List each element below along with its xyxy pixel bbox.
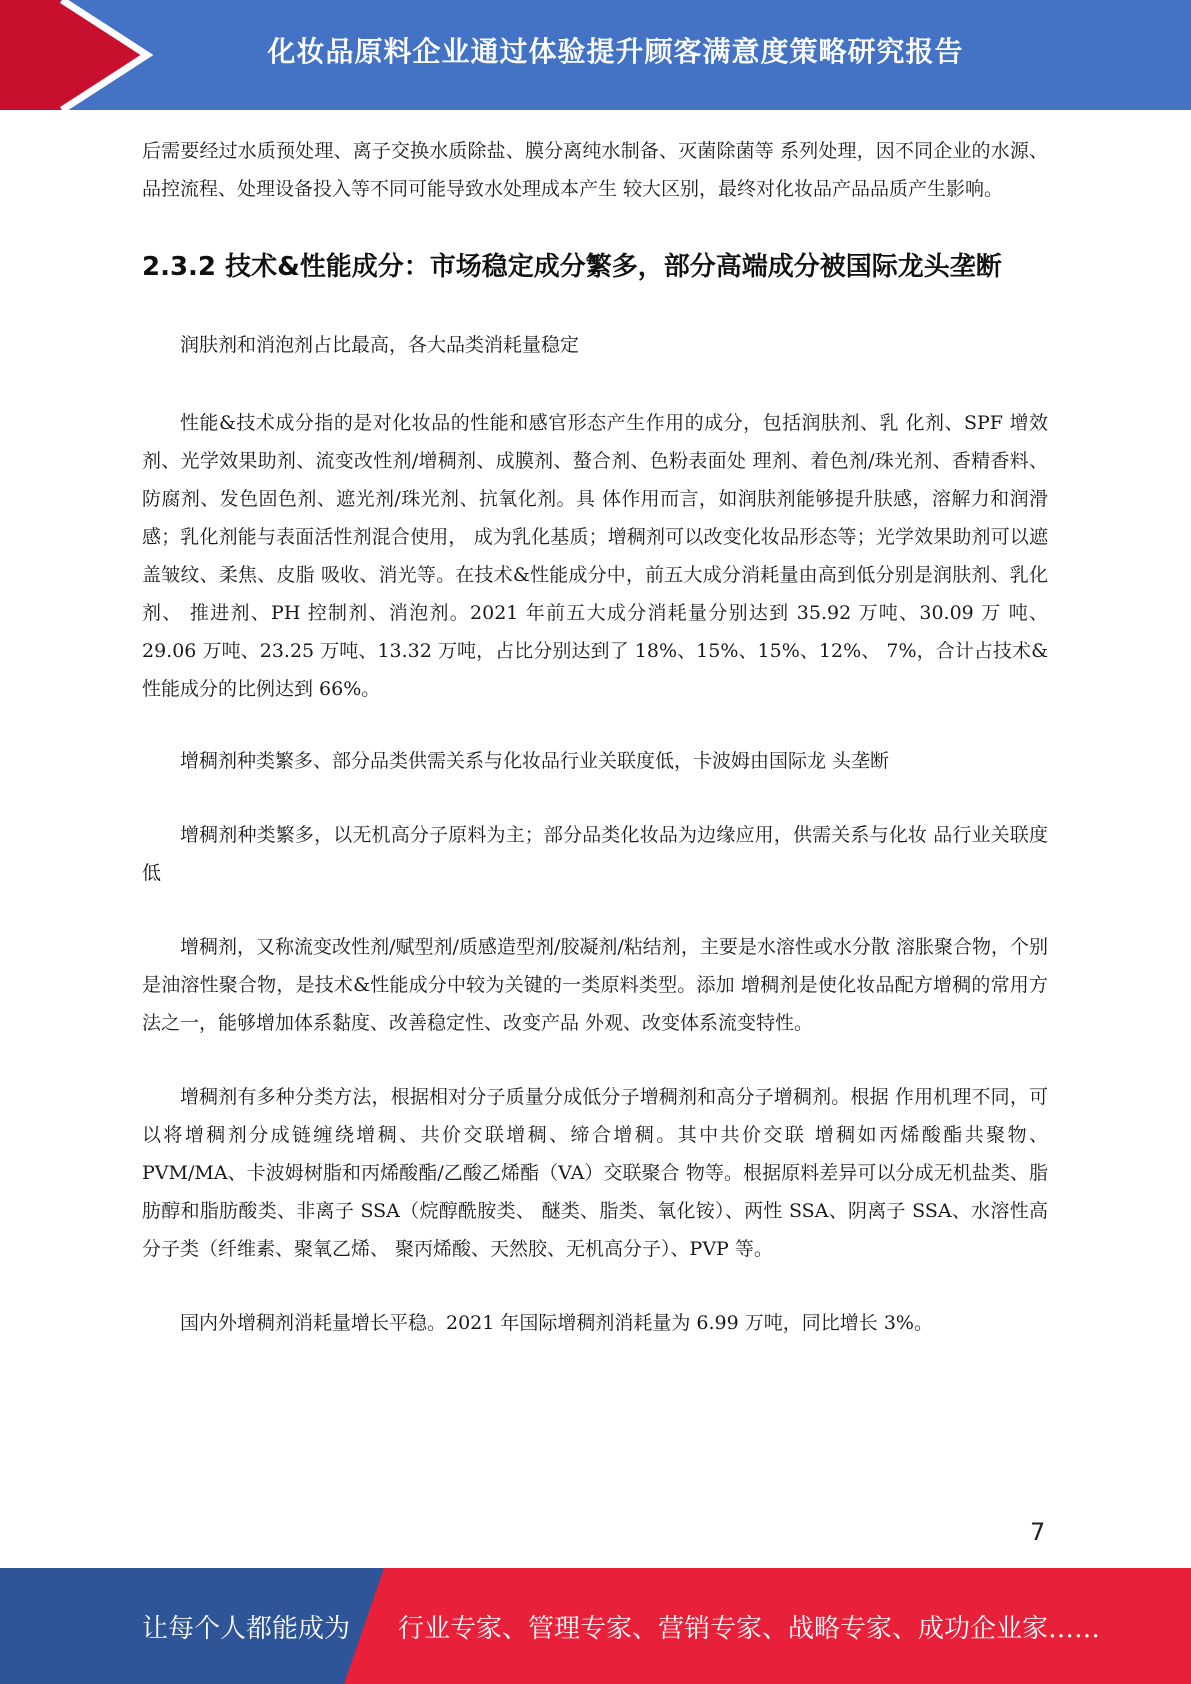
- footer-slogan-right: 行业专家、管理专家、营销专家、战略专家、成功企业家……: [398, 1614, 1101, 1644]
- page-footer: [0, 1568, 1191, 1684]
- paragraph-thickener-definition: 增稠剂，又称流变改性剂/赋型剂/质感造型剂/胶凝剂/粘结剂，主要是水溶性或水分散 溶胀聚合物，个别是油溶性聚合物，是技术&性能成分中较为关键的一类原料类型。添加 增稠剂是使化妆品配方增稠的常用方法之一，能够增加体系黏度、改善稳定性、改变产品 外观、改变体系流变特性。: [142, 936, 1048, 1034]
- section-heading: 2.3.2 技术&性能成分：市场稳定成分繁多，部分高端成分被国际龙头垄断: [142, 252, 1002, 282]
- paragraph-thickener-classification: 增稠剂有多种分类方法，根据相对分子质量分成低分子增稠剂和高分子增稠剂。根据 作用机理不同，可以将增稠剂分成链缠绕增稠、共价交联增稠、缔合增稠。其中共价交联 增稠如丙烯酸酯共聚物、PVM/MA、卡波姆树脂和丙烯酸酯/乙酸乙烯酯（VA）交联聚合 物等。根据原料差异可以分成无机盐类、脂肪醇和脂肪酸类、非离子 SSA（烷醇酰胺类、 醚类、脂类、氧化铵）、两性 SSA、阴离子 SSA、水溶性高分子类（纤维素、聚氧乙烯、 聚丙烯酸、天然胶、无机高分子）、PVP 等。: [142, 1086, 1048, 1260]
- main-content: [142, 132, 1048, 1342]
- report-title: 化妆品原料企业通过体验提升顾客满意度策略研究报告: [267, 35, 964, 68]
- page-header: [0, 0, 1191, 110]
- paragraph-consumption: 国内外增稠剂消耗量增长平稳。2021 年国际增稠剂消耗量为 6.99 万吨，同比增长 3%。: [180, 1312, 933, 1334]
- paragraph-subtitle-3: 增稠剂种类繁多，以无机高分子原料为主；部分品类化妆品为边缘应用，供需关系与化妆 品行业关联度低: [142, 824, 1048, 884]
- intro-paragraph: 后需要经过水质预处理、离子交换水质除盐、膜分离纯水制备、灭菌除菌等 系列处理，因不同企业的水源、品控流程、处理设备投入等不同可能导致水处理成本产生 较大区别，最终对化妆品产品品质产生影响。: [142, 140, 1048, 200]
- paragraph-subtitle-2: 增稠剂种类繁多、部分品类供需关系与化妆品行业关联度低，卡波姆由国际龙 头垄断: [180, 750, 890, 772]
- footer-slogan-left: 让每个人都能成为: [142, 1614, 351, 1644]
- page-number: 7: [1030, 1518, 1046, 1546]
- paragraph-subtitle-1: 润肤剂和消泡剂占比最高，各大品类消耗量稳定: [180, 334, 580, 356]
- paragraph-performance-ingredients: 性能&技术成分指的是对化妆品的性能和感官形态产生作用的成分，包括润肤剂、乳 化剂、SPF 增效剂、光学效果助剂、流变改性剂/增稠剂、成膜剂、螯合剂、色粉表面处 理剂、着色剂/珠光剂、香精香料、防腐剂、发色固色剂、遮光剂/珠光剂、抗氧化剂。具 体作用而言，如润肤剂能够提升肤感，溶解力和润滑感；乳化剂能与表面活性剂混合使用， 成为乳化基质；增稠剂可以改变化妆品形态等；光学效果助剂可以遮盖皱纹、柔焦、皮脂 吸收、消光等。在技术&性能成分中，前五大成分消耗量由高到低分别是润肤剂、乳化剂、 推进剂、PH 控制剂、消泡剂。2021 年前五大成分消耗量分别达到 35.92 万吨、30.09 万 吨、29.06 万吨、23.25 万吨、13.32 万吨，占比分别达到了 18%、15%、15%、12%、 7%，合计占技术&性能成分的比例达到 66%。: [142, 412, 1048, 700]
